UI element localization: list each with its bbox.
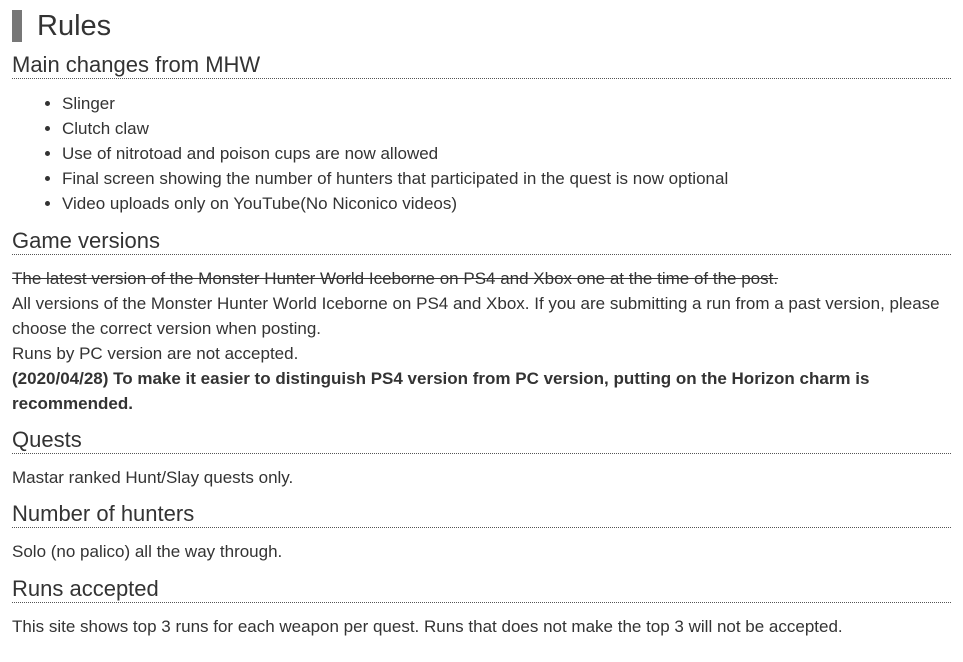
section-heading-game-versions: Game versions (12, 228, 951, 255)
runs-accepted-text: This site shows top 3 runs for each weapon per quest. Runs that does not make the top 3 will not be accepted. (12, 617, 843, 636)
section-heading-number-of-hunters: Number of hunters (12, 501, 951, 528)
list-item: • Final screen showing the number of hunters that participated in the quest is now optional (62, 166, 951, 191)
rules-page (12, 6, 951, 639)
pc-not-accepted-text: Runs by PC version are not accepted. (12, 344, 299, 363)
section-heading-quests: Quests (12, 427, 951, 454)
section-heading-main-changes: Main changes from MHW (12, 52, 951, 79)
main-changes-list (12, 91, 951, 216)
quests-text: Mastar ranked Hunt/Slay quests only. (12, 468, 294, 487)
section-game-versions (12, 228, 951, 416)
versions-text: All versions of the Monster Hunter World Iceborne on PS4 and Xbox. If you are submitting a run from a past version, please choose the correct version when posting. (12, 294, 940, 338)
list-item: • Slinger (62, 91, 951, 116)
struck-version-note: The latest version of the Monster Hunter World Iceborne on PS4 and Xbox one at the time of the post. (12, 269, 779, 288)
section-quests (12, 427, 951, 490)
page-title-row (12, 6, 951, 46)
section-main-changes (12, 52, 951, 216)
hunters-text: Solo (no palico) all the way through. (12, 542, 283, 561)
horizon-charm-note: (2020/04/28) To make it easier to distinguish PS4 version from PC version, putting on the Horizon charm is recommended. (12, 369, 870, 413)
list-item: • Use of nitrotoad and poison cups are now allowed (62, 141, 951, 166)
list-item: • Clutch claw (62, 116, 951, 141)
section-heading-runs-accepted: Runs accepted (12, 576, 951, 603)
list-item: • Video uploads only on YouTube(No Niconico videos) (62, 191, 951, 216)
title-accent-bar (12, 10, 22, 42)
section-number-of-hunters (12, 501, 951, 564)
page-title: Rules (37, 10, 112, 42)
game-versions-body (12, 266, 951, 416)
section-runs-accepted (12, 576, 951, 639)
